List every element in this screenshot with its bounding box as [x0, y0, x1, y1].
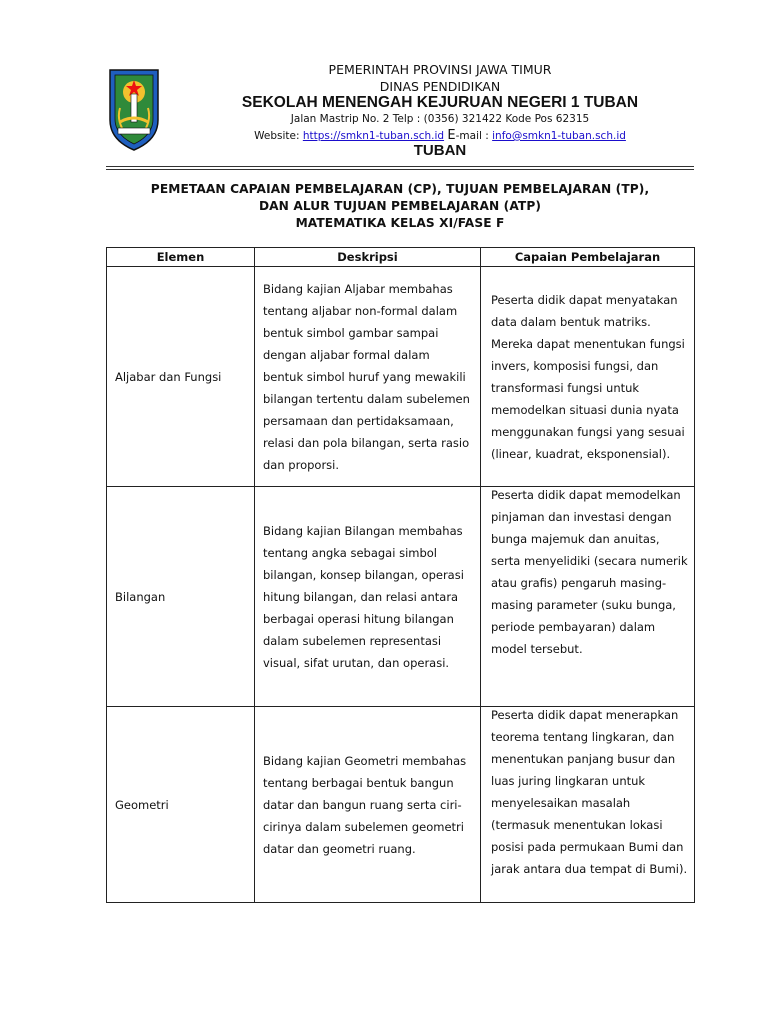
- email-link[interactable]: info@smkn1-tuban.sch.id: [492, 130, 626, 142]
- header-deskripsi: Deskripsi: [255, 248, 481, 267]
- capaian-text: Peserta didik dapat menyatakan data dalam bentuk matriks. Mereka dapat menentukan fungsi invers, komposisi fungsi, dan transformasi fungsi untuk memodelkan situasi dunia nyata menggunakan fungsi yang sesuai (linear, kuadrat, eksponensial).: [491, 292, 685, 461]
- table-row: [107, 267, 695, 487]
- deskripsi-text: Bidang kajian Aljabar membahas tentang aljabar non-formal dalam bentuk simbol gambar sampai dengan aljabar formal dalam bentuk simbol huruf yang mewakili bilangan tertentu dalam subelemen persamaan dan pertidaksamaan, relasi dan pola bilangan, serta rasio dan proporsi.: [263, 281, 470, 472]
- email-label-initial: E: [447, 128, 456, 143]
- letterhead-contact: [210, 128, 670, 143]
- deskripsi-cell: [255, 707, 481, 903]
- capaian-text: Peserta didik dapat menerapkan teorema tentang lingkaran, dan menentukan panjang busur dan luas juring lingkaran untuk menyelesaikan masalah (termasuk menentukan lokasi posisi pada permukaan Bumi dan jarak antara dua tempat di Bumi).: [491, 708, 688, 876]
- table-header-row: [107, 248, 695, 267]
- document-title-line-2: DAN ALUR TUJUAN PEMBELAJARAN (ATP): [258, 199, 542, 213]
- email-label: -mail :: [455, 130, 493, 142]
- elemen-cell: Bilangan: [107, 487, 255, 707]
- website-link[interactable]: https://smkn1-tuban.sch.id: [302, 130, 445, 142]
- capaian-cell: [481, 267, 695, 487]
- header-elemen: Elemen: [107, 248, 255, 267]
- letterhead-divider: [106, 166, 694, 170]
- elemen-cell: Geometri: [107, 707, 255, 903]
- letterhead-address: Jalan Mastrip No. 2 Telp : (0356) 321422 Kode Pos 62315: [290, 113, 590, 125]
- document-title-line-3: MATEMATIKA KELAS XI/FASE F: [295, 216, 505, 230]
- capaian-text: Peserta didik dapat memodelkan pinjaman dan investasi dengan bunga majemuk dan anuitas, serta menyelidiki (secara numerik atau grafis) pengaruh masing- masing parameter (suku bunga, periode pembayaran) dalam model tersebut.: [491, 488, 688, 656]
- elemen-cell: Aljabar dan Fungsi: [107, 267, 255, 487]
- letterhead-government: PEMERINTAH PROVINSI JAWA TIMUR: [328, 62, 552, 77]
- table-row: [107, 707, 695, 903]
- header-capaian: Capaian Pembelajaran: [481, 248, 695, 267]
- letterhead-city: TUBAN: [413, 142, 467, 159]
- letterhead-school-name: SEKOLAH MENENGAH KEJURUAN NEGERI 1 TUBAN: [241, 94, 639, 111]
- jawa-timur-emblem-logo: [106, 64, 162, 152]
- cp-mapping-table: [106, 247, 695, 903]
- capaian-cell: [481, 487, 695, 707]
- deskripsi-text: Bidang kajian Geometri membahas tentang berbagai bentuk bangun datar dan bangun ruang serta ciri-cirinya dalam subelemen geometri datar dan geometri ruang.: [263, 753, 467, 856]
- table-row: [107, 487, 695, 707]
- deskripsi-text: Bidang kajian Bilangan membahas tentang angka sebagai simbol bilangan, konsep bilangan, operasi hitung bilangan, dan relasi antara berbagai operasi hitung bilangan dalam subelemen representasi visual, sifat urutan, dan operasi.: [263, 523, 464, 670]
- capaian-cell: [481, 707, 695, 903]
- deskripsi-cell: [255, 487, 481, 707]
- letterhead-department: DINAS PENDIDIKAN: [379, 79, 501, 94]
- document-title-line-1: PEMETAAN CAPAIAN PEMBELAJARAN (CP), TUJUAN PEMBELAJARAN (TP),: [150, 182, 650, 196]
- website-label: Website:: [254, 130, 303, 142]
- deskripsi-cell: [255, 267, 481, 487]
